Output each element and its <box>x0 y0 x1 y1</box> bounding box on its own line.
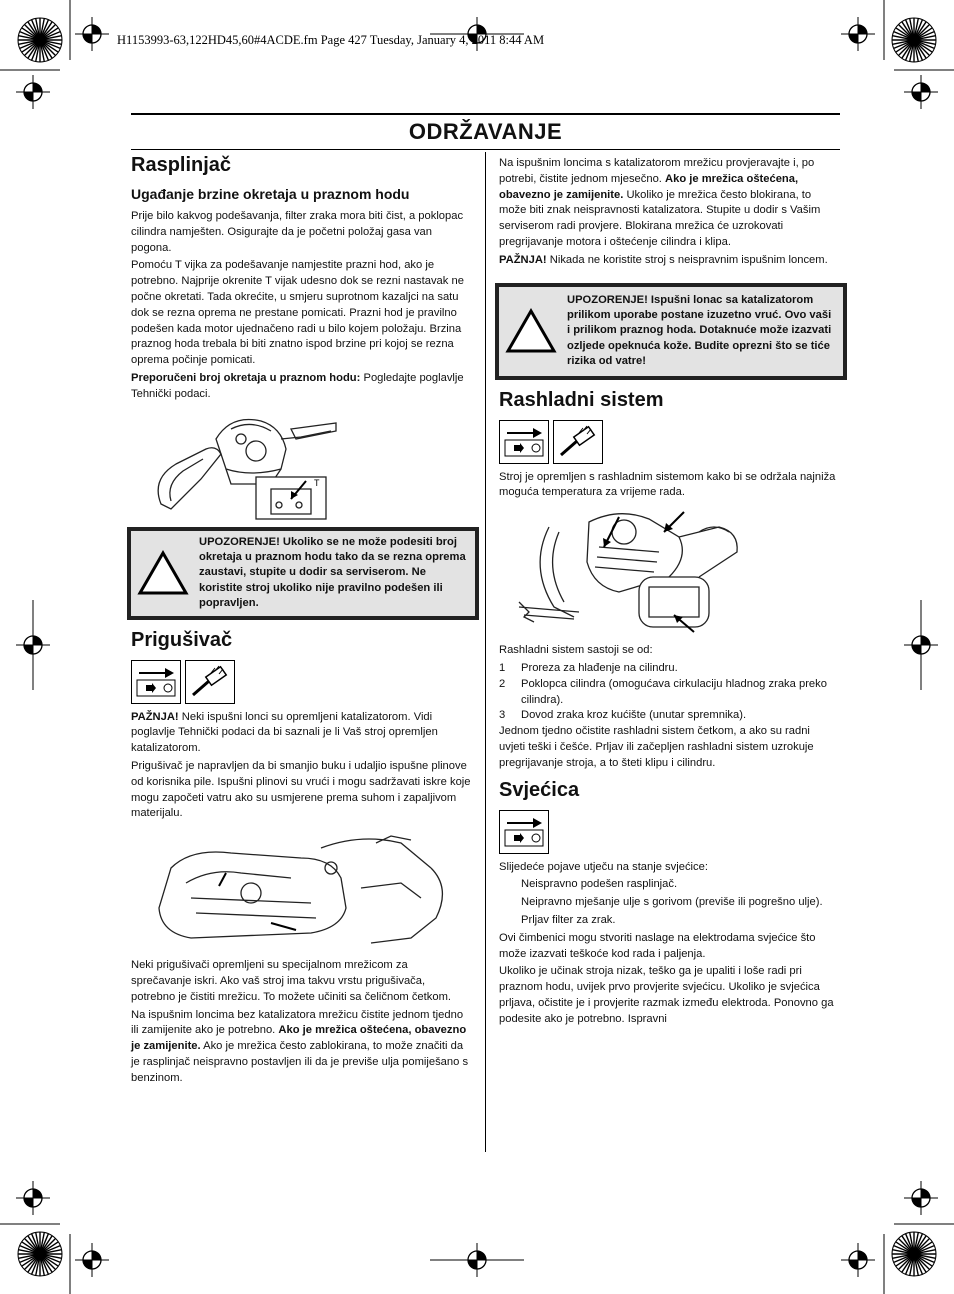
paragraph: Ukoliko je učinak stroja nizak, teško ga je upaliti i loše radi pri praznom hodu, uvijek prvo provjerite svjećicu. Ukoliko je svjećica prljava, očistite je i provjerite razmak između elektroda. Ponovno ga podesite ako je potrebno. Ispravni <box>499 965 834 1025</box>
section-heading-svjecica: Svjećica <box>499 778 580 801</box>
paragraph: Na ispušnim loncima bez katalizatora mrežicu čistite jednom tjedno ili zamijenite ako je potrebno. Ako je mrežica oštećena, obavezno je zamijenite. Ako je mrežica često zablokirana, to može značiti da je rasplinjač neispravno postavljen ili da je previše ulja pomiješano s benzinom. <box>131 1008 469 1084</box>
list-item: Prljav filter za zrak. <box>521 913 616 926</box>
hedge-trimmer-drawing <box>131 409 471 521</box>
carburetor-illustration <box>131 409 471 521</box>
column-divider <box>485 152 486 1152</box>
paragraph: PAŽNJA! Nikada ne koristite stroj s neispravnim ispušnim loncem. <box>499 253 828 266</box>
section-heading-prigusivac: Prigušivač <box>131 628 233 651</box>
right-column <box>499 156 839 1030</box>
paragraph: Preporučeni broj okretaja u praznom hodu: Pogledajte poglavlje Tehnički podaci. <box>131 371 464 400</box>
brush-icon <box>185 660 235 704</box>
paragraph: Neki prigušivači opremljeni su specijalnom mrežicom za sprečavanje iskri. Ako vaš stroj ima takvu vrstu prigušivača, potrebno je čistiti mrežicu. To možete učiniti sa čeličnom četkom. <box>131 959 452 1003</box>
warning-text: UPOZORENJE! Ispušni lonac sa katalizatorom prilikom uporabe postane izuzetno vruć. Ovo vaši i prilikom praznog hoda. Dotaknuće može izazvati ozljede opeknuća kože. Budite oprezni što se tiće rizika od vatre! <box>567 293 832 368</box>
tool-icons <box>499 420 839 464</box>
left-column <box>131 153 471 1089</box>
paragraph: Prigušivač je napravljen da bi smanjio buku i udaljio ispušne plinove od korisnika pile. Ispušni plinovi su vrući i mogu sadržavati iskre koje mogu započeti vatru ako su usmjerene prema suhom i zapaljivom materijalu. <box>131 759 471 820</box>
paragraph: Rashladni sistem sastoji se od: <box>499 644 653 657</box>
cooling-system-illustration <box>499 507 839 637</box>
list-item: Neispravno podešen rasplinjač. <box>521 878 678 891</box>
cooling-drawing <box>499 507 839 637</box>
brush-icon <box>553 420 603 464</box>
subheading-idle-speed: Ugađanje brzine okretaja u praznom hodu <box>131 186 410 202</box>
list-item: Neipravno mješanje ulje s gorivom (previše ili pogrešno ulje). <box>521 896 823 909</box>
file-header: H1153993-63,122HD45,60#4ACDE.fm Page 427 Tuesday, January 4, 2011 8:44 AM <box>117 33 545 47</box>
muffler-drawing <box>131 828 471 952</box>
list-item: 1 Proreza za hlađenje na cilindru. <box>499 662 678 674</box>
maintenance-arrow-icon <box>499 420 549 464</box>
t-screw-label: T <box>314 477 320 488</box>
tool-icons <box>131 660 471 704</box>
paragraph: PAŽNJA! Neki ispušni lonci su opremljeni katalizatorom. Vidi poglavlje Tehnički podaci da bi saznali je li Vaš stroj opremljen katalizatorom. <box>131 710 438 755</box>
paragraph: Slijedeće pojave utječu na stanje svjećice: <box>499 860 708 873</box>
cooling-parts-list <box>499 661 839 724</box>
page-title: ODRŽAVANJE <box>131 113 840 150</box>
maintenance-arrow-icon <box>499 810 549 854</box>
warning-text: UPOZORENJE! Ukoliko se ne može podesiti broj okretaja u praznom hodu tako da se rezna oprema zaustavi, stupite u dodir sa serviserom. Ne koristite stroj ukoliko nije pravilno podešen ili popravljen. <box>199 535 466 610</box>
paragraph: Jednom tjedno očistite rashladni sistem četkom, a ako su radni uvjeti teški i češće. Prljav ili začepljen rashladni sistem uzrokuje pregrijavanje stroja, a to šteti klipu i cilindru. <box>499 725 814 769</box>
paragraph: Stroj je opremljen s rashladnim sistemom kako bi se održala najniža moguća temperatura za vrijeme rada. <box>499 470 836 499</box>
warning-box-idle <box>127 527 479 620</box>
section-heading-rasplinjac: Rasplinjač <box>131 154 232 176</box>
tool-icons <box>499 810 839 854</box>
section-heading-rashladni: Rashladni sistem <box>499 388 664 411</box>
muffler-illustration <box>131 828 471 952</box>
list-item: 2 Poklopca cilindra (omogućava cirkulaciju hladnog zraka preko cilindra). <box>499 677 827 706</box>
maintenance-arrow-icon <box>131 660 181 704</box>
paragraph: Prije bilo kakvog podešavanja, filter zraka mora biti čist, a poklopac cilindra namješten. Osigurajte da je početni položaj gasa van pogona. <box>131 210 464 254</box>
warning-triangle-icon <box>505 308 557 354</box>
warning-box-catalyst <box>495 283 847 380</box>
warning-triangle-icon <box>137 550 189 596</box>
paragraph: Pomoću T vijka za podešavanje namjestite prazni hod, ako je potrebno. Najprije okrenite T vijak udesno dok se rezni nastavak ne počne okretati. Tada okrećite, u smjeru suprotnom kazaljci na satu dok se rezna oprema ne prestane pomicati. Prazni hod je pravilno podešen kada motor ujednačeno radi u bilo kojem položaju. Brzina praznog hoda trebala bi biti znatno ispod brzine pri kojoj se rezna oprema počinje pomicati. <box>131 259 464 367</box>
paragraph: Ovi čimbenici mogu stvoriti naslage na elektrodama svjećice što može izazvati teškoće kod rada i paljenja. <box>499 931 816 960</box>
list-item: 3 Dovod zraka kroz kućište (unutar spremnika). <box>499 709 747 722</box>
paragraph: Na ispušnim loncima s katalizatorom mrežicu provjeravajte i, po potrebi, čistite jednom mjesečno. Ako je mrežica oštećena, obavezno je zamijenite. Ukoliko je mrežica često blokirana, to može biti znak neispravnosti katalizatora. Stupite u dodir s Vašim serviserom radi provjere. Blokirana mrežica će uzrokovati pregrijavanje motora i oštećenje cilindra i klipa. <box>499 157 821 248</box>
